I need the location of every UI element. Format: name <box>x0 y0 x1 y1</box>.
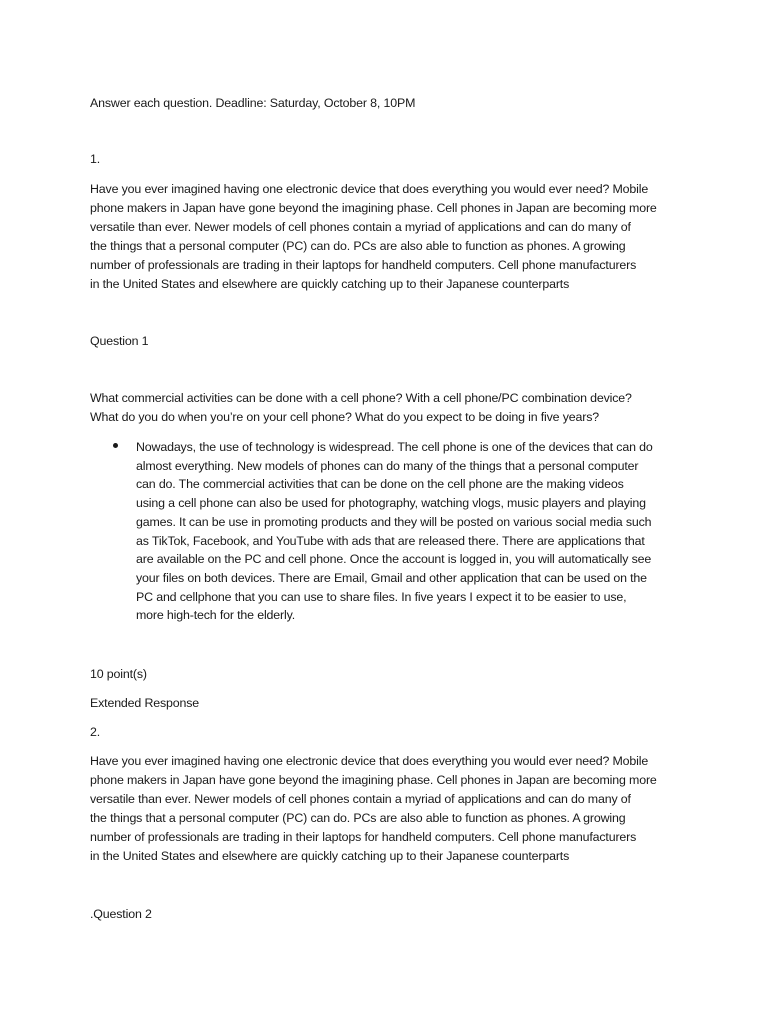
answer-1-line: more high-tech for the elderly. <box>136 608 296 623</box>
answer-1-line: using a cell phone can also be used for photography, watching vlogs, music players and playing <box>136 496 646 511</box>
passage-1-line: in the United States and elsewhere are quickly catching up to their Japanese counterparts <box>90 277 570 291</box>
passage-1-line: phone makers in Japan have gone beyond the imagining phase. Cell phones in Japan are becoming more <box>90 201 657 215</box>
passage-2-line: versatile than ever. Newer models of cell phones contain a myriad of applications and can do many of <box>90 792 631 806</box>
passage-2 <box>90 752 690 866</box>
answer-1-line: almost everything. New models of phones can do many of the things that a personal computer <box>136 458 639 473</box>
answer-1-line: are available on the PC and cell phone. Once the account is logged in, you will automatically see <box>136 552 652 567</box>
answer-1-line: can do. The commercial activities that can be done on the cell phone are the making videos <box>136 477 624 492</box>
answer-1-text <box>136 438 716 625</box>
item-number-2: 2. <box>90 725 101 739</box>
passage-1-line: Have you ever imagined having one electronic device that does everything you would ever need? Mobile <box>90 182 649 196</box>
answer-1-line: Nowadays, the use of technology is widespread. The cell phone is one of the devices that can do <box>136 440 653 454</box>
question-1-prompt-line: What commercial activities can be done with a cell phone? With a cell phone/PC combination device? <box>90 391 632 405</box>
question-1-label: Question 1 <box>90 334 149 348</box>
answer-1-line: PC and cellphone that you can use to share files. In five years I expect it to be easier to use, <box>136 589 627 604</box>
points-label: 10 point(s) <box>90 667 147 681</box>
passage-2-line: in the United States and elsewhere are quickly catching up to their Japanese counterparts <box>90 849 570 863</box>
response-type-label: Extended Response <box>90 696 200 710</box>
passage-1-line: the things that a personal computer (PC) can do. PCs are also able to function as phones. A growing <box>90 239 626 253</box>
answer-1-line: as TikTok, Facebook, and YouTube with ads that are released there. There are applications that <box>136 533 645 548</box>
passage-2-line: number of professionals are trading in their laptops for handheld computers. Cell phone manufacturers <box>90 830 637 844</box>
answer-1-line: games. It can be use in promoting products and they will be posted on various social media such <box>136 514 652 529</box>
instructions-line: Answer each question. Deadline: Saturday, October 8, 10PM <box>90 96 416 110</box>
bullet-icon <box>113 443 118 448</box>
question-1-prompt <box>90 389 690 427</box>
passage-1-line: versatile than ever. Newer models of cell phones contain a myriad of applications and can do many of <box>90 220 631 234</box>
passage-2-line: the things that a personal computer (PC) can do. PCs are also able to function as phones. A growing <box>90 811 626 825</box>
question-1-prompt-line: What do you do when you’re on your cell phone? What do you expect to be doing in five years? <box>90 410 599 424</box>
passage-2-line: Have you ever imagined having one electronic device that does everything you would ever need? Mobile <box>90 754 649 768</box>
passage-2-line: phone makers in Japan have gone beyond the imagining phase. Cell phones in Japan are becoming more <box>90 773 657 787</box>
passage-1 <box>90 180 690 294</box>
answer-1-line: your files on both devices. There are Email, Gmail and other application that can be used on the <box>136 570 647 585</box>
question-2-label: .Question 2 <box>90 907 152 921</box>
item-number-1: 1. <box>90 152 101 166</box>
passage-1-line: number of professionals are trading in their laptops for handheld computers. Cell phone manufacturers <box>90 258 637 272</box>
